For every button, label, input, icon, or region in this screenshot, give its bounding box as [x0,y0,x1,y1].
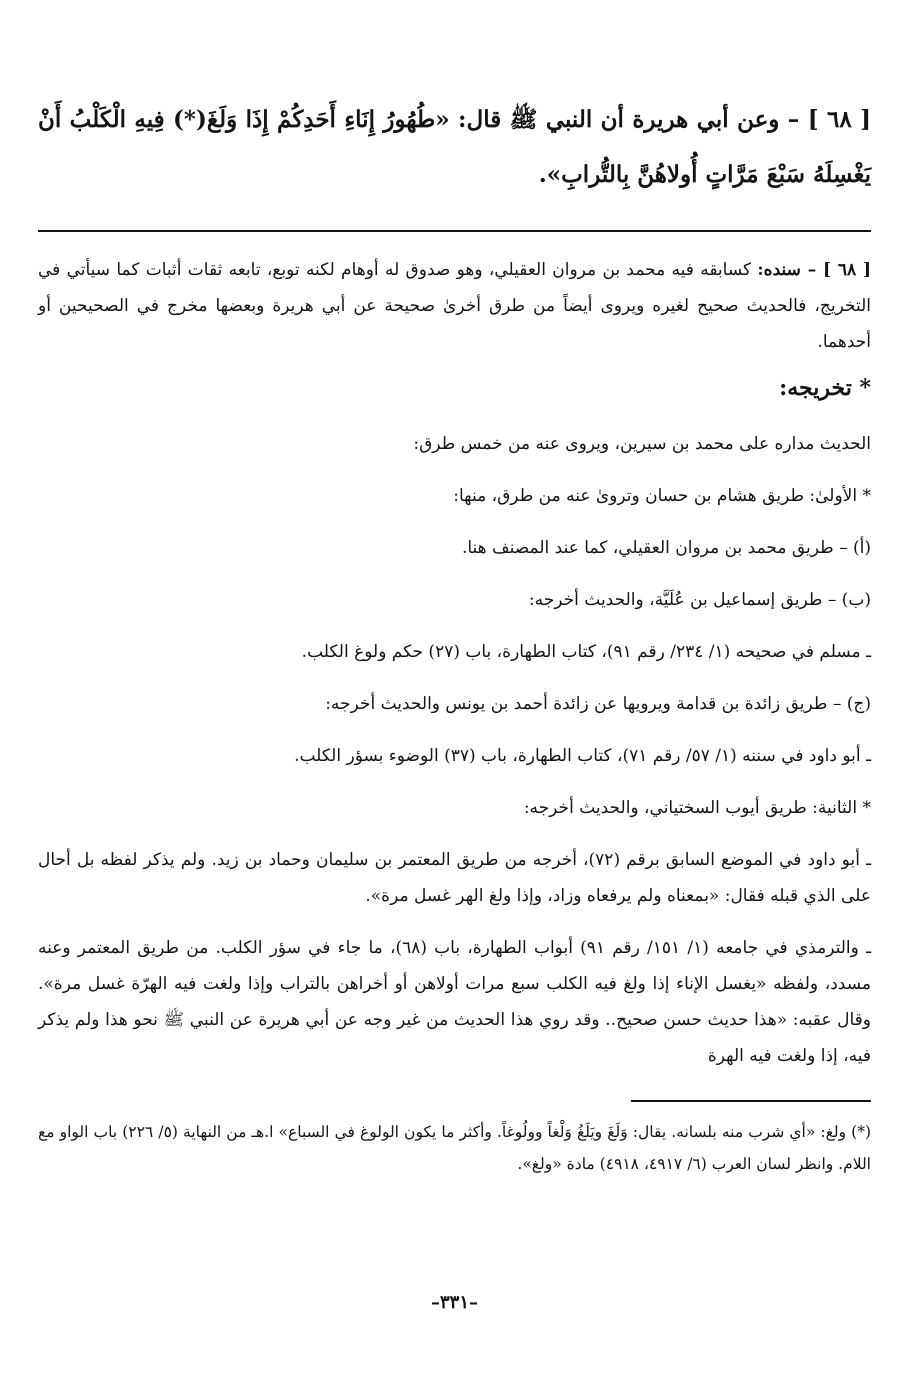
commentary-paragraph: (ج) – طريق زائدة بن قدامة ويرويها عن زائدة أحمد بن يونس والحديث أخرجه: [325,694,871,714]
footnote [38,1116,871,1180]
commentary-paragraph: ـ مسلم في صحيحه (١/ ٢٣٤/ رقم ٩١)، كتاب الطهارة، باب (٢٧) حكم ولوغ الكلب. [301,642,871,662]
commentary-paragraph: ـ أبو داود في سننه (١/ ٥٧/ رقم ٧١)، كتاب الطهارة، باب (٣٧) الوضوء بسؤر الكلب. [294,746,871,766]
commentary-paragraph: (أ) – طريق محمد بن مروان العقيلي، كما عند المصنف هنا. [461,538,871,558]
footnote-rule [631,1100,871,1102]
hadith-body: – وعن أبي هريرة أن النبي ﷺ قال: «طُهُورُ إِنَاءِ أَحَدِكُمْ إِذَا وَلَغَ(*) فِيهِ الْكَلْبُ أَنْ يَغْسِلَهُ سَبْعَ مَرَّاتٍ أُولاهُنَّ بِالتُّرابِ». [38,106,871,188]
commentary-paragraph: * الأولىٰ: طريق هشام بن حسان وتروىٰ عنه من طرق، منها: [453,486,871,506]
hadith-text [38,92,871,202]
commentary-paragraph: ـ والترمذي في جامعه (١/ ١٥١/ رقم ٩١) أبواب الطهارة، باب (٦٨)، ما جاء في سؤر الكلب. من طريق المعتمر وعنه مسدد، ولفظه «يغسل الإناء إذا ولغ فيه الكلب سبع مرات أولاهن أو أخراهن بالتراب وإذا ولغت فيه الهرّة غسل مرة». وقال عقبه: «هذا حديث حسن صحيح.. وقد روي هذا الحديث من غير وجه عن أبي هريرة عن النبي ﷺ نحو هذا ولم يذكر فيه، إذا ولغت فيه الهرة [38,938,871,1066]
sanad-paragraph [38,252,871,360]
commentary-paragraph: * الثانية: طريق أيوب السختياني، والحديث أخرجه: [523,798,871,818]
sanad-label: [ ٦٨ ] – سنده: [757,260,871,280]
separator-rule [38,230,871,232]
commentary-paragraph: الحديث مداره على محمد بن سيرين، ويروى عنه من خمس طرق: [413,434,871,454]
sanad-text: كسابقه فيه محمد بن مروان العقيلي، وهو صدوق له أوهام لكنه توبع، تابعه ثقات أثبات كما سيأتي في التخريج، فالحديث صحيح لغيره ويروى أيضاً من طرق أخرىٰ صحيحة عن أبي هريرة وبعضها مخرج في الصحيحين أو أحدهما. [38,260,871,352]
hadith-number: [ ٦٨ ] [807,106,871,133]
takhrij-heading: * تخريجه: [779,375,871,401]
footnote-text: (*) ولغ: «أي شرب منه بلسانه. يقال: وَلَغَ ويَلَغُ وَلْغاً وولُوغاً. وأكثر ما يكون الولوغ في السباع» ا.هـ من النهاية (٥/ ٢٢٦) باب الواو مع اللام. وانظر لسان العرب (٦/ ٤٩١٧، ٤٩١٨) مادة «ولغ». [38,1122,871,1173]
commentary-paragraph: (ب) – طريق إسماعيل بن عُلَيَّة، والحديث أخرجه: [528,590,871,610]
commentary-paragraph: ـ أبو داود في الموضع السابق برقم (٧٢)، أخرجه من طريق المعتمر بن سليمان وحماد بن زيد. ولم يذكر لفظه بل أحال على الذي قبله فقال: «بمعناه ولم يرفعاه وزاد، وإذا ولغ الهر غسل مرة». [38,850,871,906]
page-number: –٣٣١– [430,1292,478,1313]
commentary [38,252,871,1074]
